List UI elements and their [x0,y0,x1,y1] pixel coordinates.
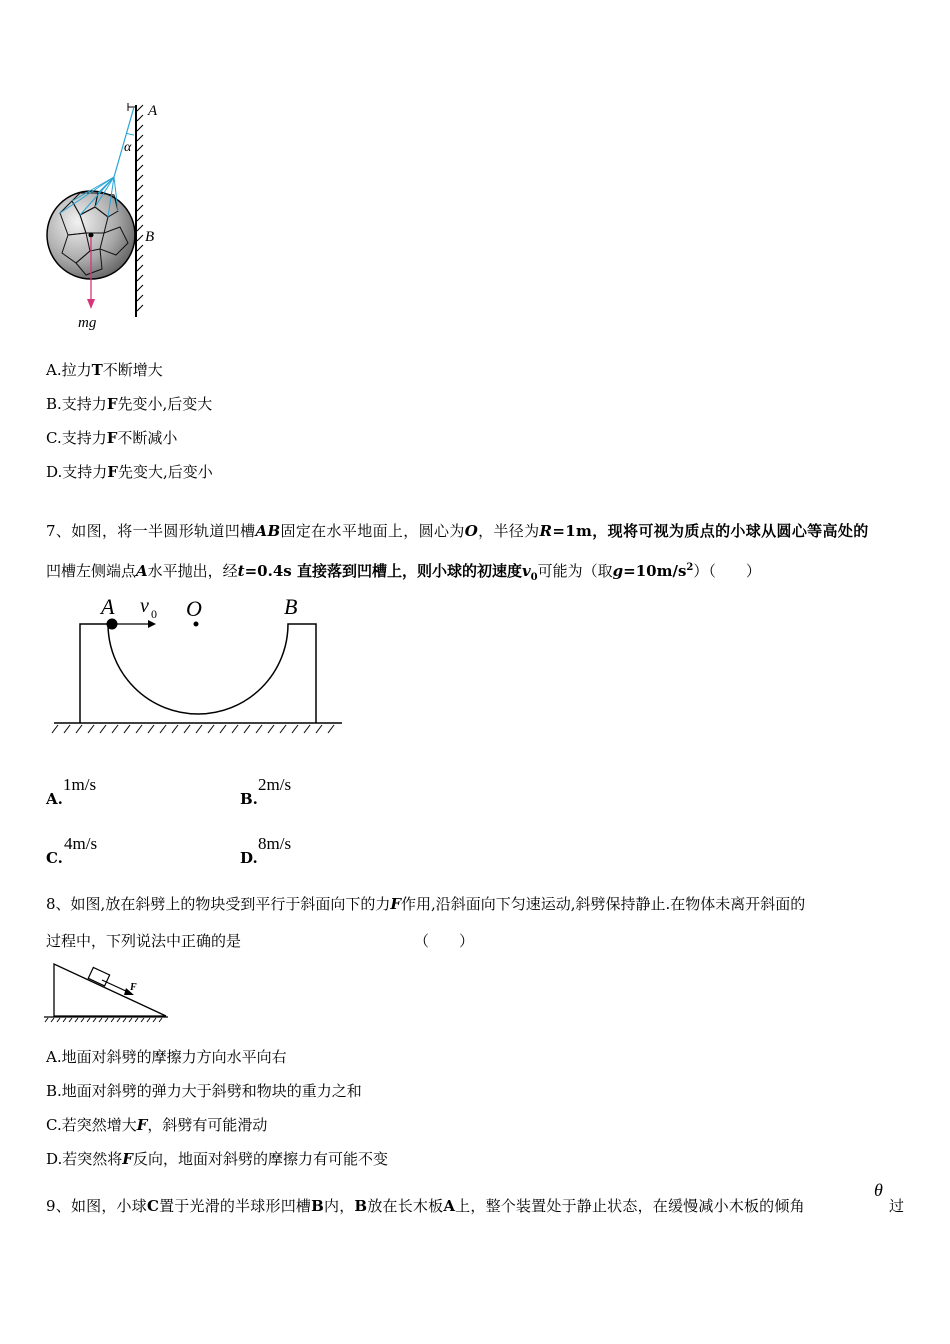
figure2-label-o: O [186,596,202,621]
figure1-label-a: A [148,103,158,119]
figure2-label-a: A [101,594,115,619]
q8-stem-line1: 8、如图,放在斜劈上的物块受到平行于斜面向下的力F作用,沿斜面向下匀速运动,斜劈保持静止.在物体未离开斜面的 [46,895,806,913]
q8-option-d[interactable]: D.若突然将F反向，地面对斜劈的摩擦力有可能不变 [46,1150,388,1168]
q8-option-a[interactable]: A.地面对斜劈的摩擦力方向水平向右 [46,1048,287,1066]
figure3-label-f: F [130,982,137,993]
q7-stem-line2: 凹槽左侧端点A水平抛出，经t=0.4s 直接落到凹槽上，则小球的初速度$v_0$可能为（取$g=10m/s^2$）（ ） [46,562,761,583]
semicircle-track-figure [50,592,350,742]
figure2-label-v-sub: 0 [151,607,157,621]
q6-option-c[interactable]: C.支持力F不断减小 [46,429,178,447]
q6-option-a[interactable]: A.拉力T不断增大 [46,361,163,379]
q9-stem-tail: 过 [889,1197,905,1215]
q9-stem-line1: 9、如图，小球C置于光滑的半球形凹槽B内，B放在长木板A上，整个装置处于静止状态，在缓慢减小木板的倾角 [46,1197,805,1215]
q6-option-b[interactable]: B.支持力F先变小,后变大 [46,395,213,413]
figure1-label-b: B [145,229,155,245]
q6-option-d[interactable]: D.支持力F先变大,后变小 [46,463,213,481]
figure2-label-b: B [284,594,298,619]
q9-theta-symbol: θ [874,1180,883,1200]
wedge-block-figure [44,960,174,1025]
q7-stem-line1: 7、如图，将一半圆形轨道凹槽AB固定在水平地面上，圆心为O，半径为R=1m，现将可视为质点的小球从圆心等高处的 [46,522,869,540]
figure1-label-alpha: α [124,140,132,155]
figure1-label-mg: mg [78,315,97,331]
q8-stem-line2: 过程中，下列说法中正确的是 [46,932,242,950]
q8-answer-paren: （ ） [414,932,475,950]
q8-option-b[interactable]: B.地面对斜劈的弹力大于斜劈和物块的重力之和 [46,1082,362,1100]
q8-option-c[interactable]: C.若突然增大F，斜劈有可能滑动 [46,1116,268,1134]
figure2-label-v: v [140,595,149,617]
ball-wall-figure [40,95,170,340]
